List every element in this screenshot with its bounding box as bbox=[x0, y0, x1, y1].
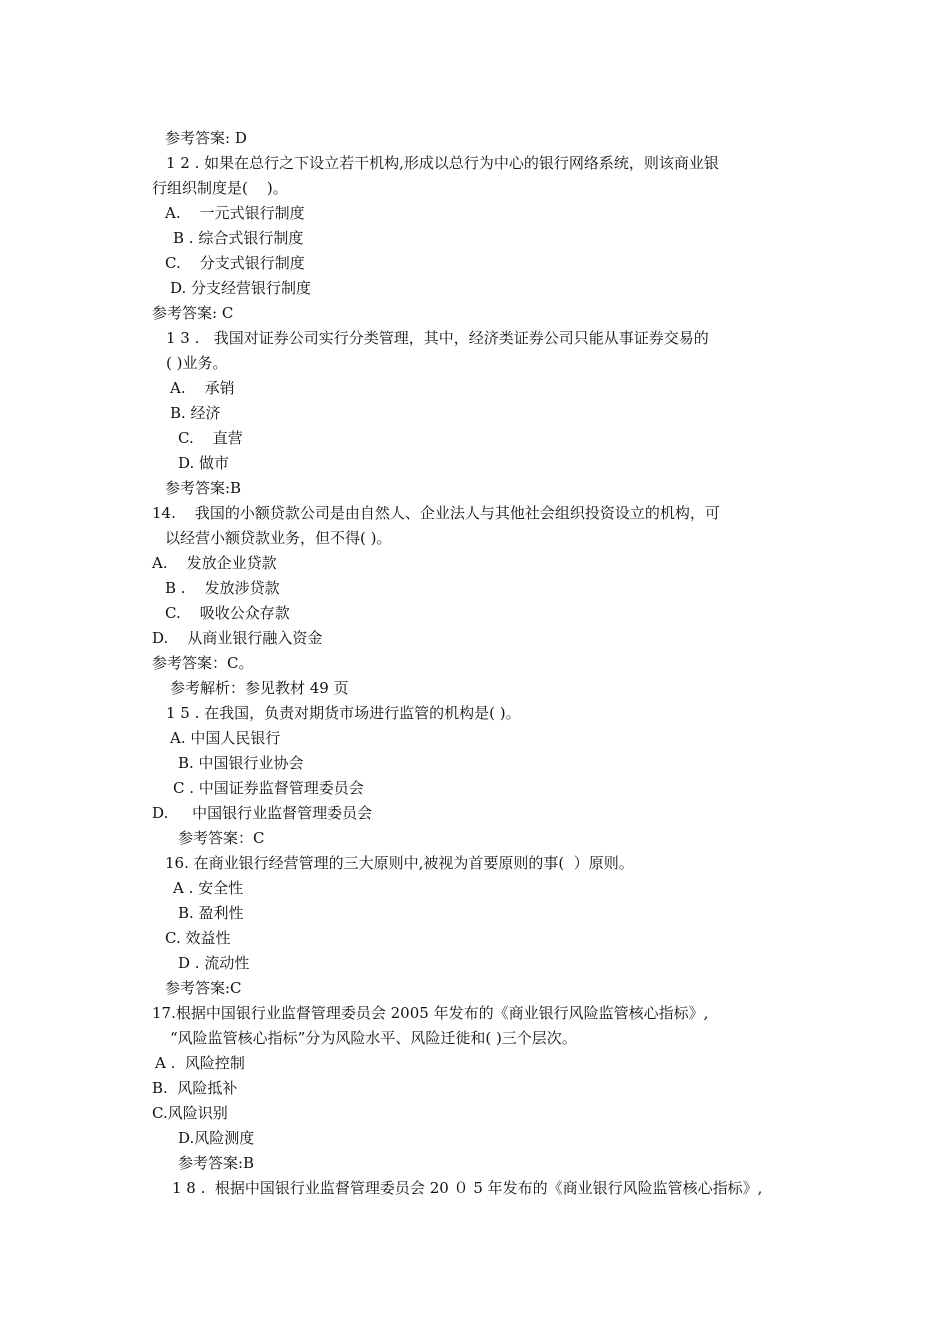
question-12-option-c: C. 分支式银行制度 bbox=[165, 254, 305, 272]
question-12-option-a: A. 一元式银行制度 bbox=[165, 204, 305, 222]
question-13-option-d: D. 做市 bbox=[178, 454, 230, 472]
question-13-stem-cont: ( )业务。 bbox=[166, 354, 228, 372]
question-15-option-c: C . 中国证券监督管理委员会 bbox=[173, 779, 364, 797]
question-16-option-c: C. 效益性 bbox=[165, 929, 231, 947]
answer-14: 参考答案：C。 bbox=[152, 654, 254, 672]
question-12-option-d: D. 分支经营银行制度 bbox=[170, 279, 312, 297]
analysis-14: 参考解析：参见教材 49 页 bbox=[170, 679, 349, 697]
answer-17: 参考答案:B bbox=[178, 1154, 255, 1172]
question-13-option-c: C. 直营 bbox=[178, 429, 243, 447]
answer-15: 参考答案：C bbox=[178, 829, 265, 847]
question-17-stem-cont: “风险监管核心指标”分为风险水平、风险迁徙和( )三个层次。 bbox=[170, 1029, 577, 1047]
question-16-option-a: A . 安全性 bbox=[173, 879, 244, 897]
question-16-stem: 16. 在商业银行经营管理的三大原则中,被视为首要原则的事( ）原则。 bbox=[165, 854, 634, 872]
question-12-stem: 1 2 . 如果在总行之下设立若干机构,形成以总行为中心的银行网络系统，则该商业银 bbox=[166, 154, 719, 172]
question-14-option-d: D. 从商业银行融入资金 bbox=[152, 629, 323, 647]
answer-11: 参考答案: D bbox=[165, 129, 247, 147]
question-16-option-d: D . 流动性 bbox=[178, 954, 250, 972]
question-14-option-b: B . 发放涉贷款 bbox=[165, 579, 280, 597]
question-16-option-b: B. 盈利性 bbox=[178, 904, 244, 922]
answer-13: 参考答案:B bbox=[165, 479, 242, 497]
question-15-option-d: D. 中国银行业监督管理委员会 bbox=[152, 804, 373, 822]
question-13-option-a: A. 承销 bbox=[170, 379, 235, 397]
answer-12: 参考答案: C bbox=[152, 304, 234, 322]
question-17-option-b: B. 风险抵补 bbox=[152, 1079, 238, 1097]
question-12-stem-cont: 行组织制度是( )。 bbox=[152, 179, 288, 197]
question-14-stem-cont: 以经营小额贷款业务，但不得( )。 bbox=[165, 529, 392, 547]
question-17-stem: 17.根据中国银行业监督管理委员会 2005 年发布的《商业银行风险监管核心指标》, bbox=[152, 1004, 709, 1022]
question-15-option-b: B. 中国银行业协会 bbox=[178, 754, 304, 772]
question-18-stem: 1 8 . 根据中国银行业监督管理委员会 20 ０ 5 年发布的《商业银行风险监管核心指标》, bbox=[172, 1179, 763, 1197]
question-15-stem: 1 5 . 在我国，负责对期货市场进行监管的机构是( )。 bbox=[166, 704, 521, 722]
question-14-option-a: A. 发放企业贷款 bbox=[152, 554, 277, 572]
question-12-option-b: B . 综合式银行制度 bbox=[173, 229, 304, 247]
answer-16: 参考答案:C bbox=[165, 979, 242, 997]
question-13-stem: 1 3 . 我国对证券公司实行分类管理，其中，经济类证券公司只能从事证券交易的 bbox=[166, 329, 709, 347]
question-14-option-c: C. 吸收公众存款 bbox=[165, 604, 290, 622]
question-17-option-d: D.风险测度 bbox=[178, 1129, 255, 1147]
question-17-option-c: C.风险识别 bbox=[152, 1104, 228, 1122]
question-15-option-a: A. 中国人民银行 bbox=[170, 729, 281, 747]
question-17-option-a: A . 风险控制 bbox=[155, 1054, 245, 1072]
question-13-option-b: B. 经济 bbox=[170, 404, 221, 422]
question-14-stem: 14. 我国的小额贷款公司是由自然人、企业法人与其他社会组织投资设立的机构，可 bbox=[152, 504, 720, 522]
